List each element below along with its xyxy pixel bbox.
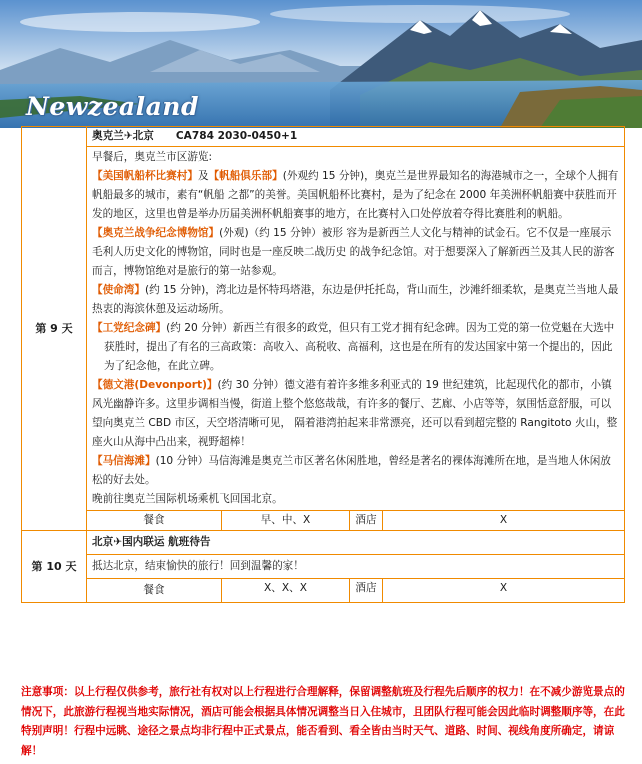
day10-meals-label: 餐食 <box>87 579 222 603</box>
day9-meal-row <box>22 511 625 531</box>
itinerary-table <box>21 126 625 603</box>
day10-label: 第 10 天 <box>22 531 87 603</box>
day9-detail-row <box>22 147 625 511</box>
header-banner <box>0 0 642 128</box>
day9-route-text: 奥克兰✈北京 <box>92 130 154 142</box>
stop-mission-beach: 【马信海滩】(10 分钟）马信海滩是奥克兰市区著名休闲胜地，曾经是著名的裸体海滩所在地，是当地人休闲放松的好去处。 <box>92 455 611 486</box>
day10-detail-row <box>22 555 625 579</box>
notice-disclaimer: 注意事项：以上行程仅供参考，旅行社有权对以上行程进行合理解释，保留调整航班及行程先后顺序的权力！在不减少游览景点的情况下，此旅游行程视当地实际情况，酒店可能会根据具体情况调整当日入住城市，且团队行程可能会因此临时调整顺序等，在此特别声明！行程中远眺、途径之景点均非行程中正式景点，能否看到、看全皆由当时天气、道路、时间、视线角度所确定，请谅解！ <box>21 686 625 757</box>
day9-description <box>87 147 625 511</box>
day9-route-row <box>22 127 625 147</box>
day9-hotel-label: 酒店 <box>350 511 383 531</box>
stop-america-cup-village: 【美国帆船杯比赛村】及【帆船俱乐部】(外观约 15 分钟)，奥克兰是世界最知名的海港城市之一，全球个人拥有帆船最多的城市，素有“帆船 之都”的美誉。美国帆船杯比赛村，是为了纪念在 2000 年美洲杯帆船赛中获胜而开发的地区，这里也曾是举办历届美洲杯帆船赛事的地方，在比赛村入口处停放着夺得比赛胜利的帆船。 <box>92 170 619 220</box>
stop-devonport: 【德文港(Devonport)】(约 30 分钟）德文港有着许多维多利亚式的 19 世纪建筑，比起现代化的都市，小镇风光幽静许多。这里步调相当慢，街道上整个悠悠哉哉，有许多的餐厅、艺廊、小店等等，氛围恬意舒服，可以望向奥克兰 CBD 市区，天空塔清晰可见， 隔着港湾拍起来非常漂亮，还可以看到超完整的 Rangitoto 火山，整座火山从海中凸出来，视野超棒！ <box>92 379 618 448</box>
day9-outro: 晚前往奥克兰国际机场乘机飞回国北京。 <box>92 493 283 505</box>
day9-intro: 早餐后，奥克兰市区游览: <box>92 151 213 163</box>
day9-label: 第 9 天 <box>22 127 87 531</box>
day9-hotel: X <box>383 511 625 531</box>
day10-route: 北京✈国内联运 航班待告 <box>87 531 625 555</box>
day9-meals: 早、中、X <box>222 511 350 531</box>
day10-hotel-label: 酒店 <box>350 579 383 603</box>
day10-meals: X、X、X <box>222 579 350 603</box>
brand-logo-text: Newzealand <box>26 92 199 121</box>
day9-meals-label: 餐食 <box>87 511 222 531</box>
day9-flight: CA784 2030-0450+1 <box>175 130 298 142</box>
day10-hotel: X <box>383 579 625 603</box>
stop-labour-monument: 【工党纪念碑】(约 20 分钟）新西兰有很多的政党，但只有工党才拥有纪念碑。因为工党的第一位党魁在大选中获胜时，提出了有名的三高政策：高收入、高税收、高福利，这也是在所有的发达国家中第一个提出的，因此为了纪念他，在此立碑。 <box>92 322 615 372</box>
stop-mission-bay: 【使命湾】(约 15 分钟)，湾北边是怀特玛塔港，东边是伊托托岛，背山而生，沙滩纤细柔软，是奥克兰当地人最热衷的海滨休憩及运动场所。 <box>92 284 619 315</box>
day10-description: 抵达北京，结束愉快的旅行！回到温馨的家！ <box>87 555 625 579</box>
day10-meal-row <box>22 579 625 603</box>
day9-route <box>87 127 625 147</box>
stop-war-memorial-museum: 【奥克兰战争纪念博物馆】(外观)（约 15 分钟）被形 容为是新西兰人文化与精神的试金石。它不仅是一座展示毛利人历史文化的博物馆，同时也是一座反映二战历史 的战争纪念馆。对于想要深入了解新西兰及其人民的游客而言，博物馆绝对是旅行的第一站参观。 <box>92 227 615 277</box>
day10-route-row <box>22 531 625 555</box>
